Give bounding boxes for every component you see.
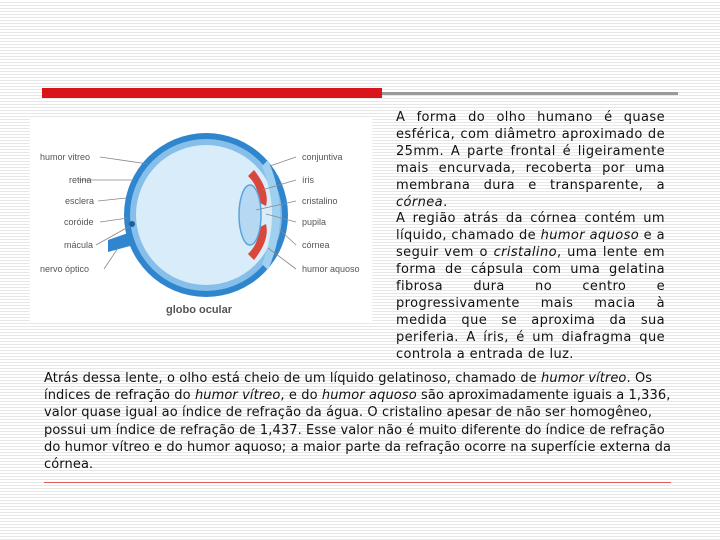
side-p2-text-c: , uma lente em forma de cápsula com uma gelatina fibrosa dura no centro e progressivamente mais macia à medida que se aproxima da sua periferia. A íris, é um diafragma que controla a entrada de luz.: [396, 245, 665, 362]
side-p2-text-b: e a seguir vem o: [396, 228, 666, 261]
bottom-text-c: , e do: [280, 388, 322, 404]
side-paragraph-1: [396, 110, 665, 211]
title-accent-bar: [42, 88, 382, 98]
figure-title: globo ocular: [166, 304, 232, 316]
bottom-em-humor-vitreo-2: humor vítreo: [194, 388, 281, 404]
side-p2-text-a: A região atrás da córnea contém um líquido, chamado de: [396, 211, 665, 244]
bottom-text-d: são aproximadamente iguais a 1,336, valor quase igual ao índice de refração da água. O cristalino apesar de não ser homogêneo, possui um índice de refração de 1,437. Esse valor não é muito diferente do índice de refração do humor vítreo e do humor aquoso; a maior parte da refração ocorre na superfície externa da córnea.: [44, 388, 672, 473]
side-p2-em-humor-aquoso: humor aquoso: [540, 228, 640, 244]
label-coroide: coróide: [64, 217, 94, 227]
left-labels: [40, 152, 94, 274]
bottom-rule: [44, 482, 671, 483]
bottom-paragraph: [44, 370, 674, 473]
bottom-text-b: . Os índices de refração do: [44, 371, 653, 404]
side-p1-text: A forma do olho humano é quase esférica, com diâmetro aproximado de 25mm. A parte frontal é ligeiramente mais encurvada, recoberta por uma membrana dura e transparente, a: [396, 110, 665, 193]
side-text-block: [396, 110, 665, 364]
side-p1-end: .: [443, 194, 448, 210]
eye-diagram-svg: [30, 118, 372, 323]
lens-shape: [239, 185, 261, 245]
label-iris: íris: [302, 175, 314, 185]
label-pupila: pupila: [302, 217, 327, 227]
eye-diagram: [30, 118, 372, 323]
right-labels: [302, 152, 360, 274]
label-retina: retina: [69, 175, 92, 185]
side-paragraph-2: [396, 211, 665, 363]
label-cristalino: cristalino: [302, 196, 338, 206]
label-esclera: esclera: [65, 196, 95, 206]
bottom-text-block: [44, 370, 674, 473]
label-nervo-optico: nervo óptico: [40, 264, 90, 274]
title-rule: [382, 92, 678, 95]
label-cornea: córnea: [302, 240, 330, 250]
side-p1-em-cornea: córnea: [396, 194, 444, 210]
bottom-em-humor-aquoso: humor aquoso: [321, 388, 417, 404]
label-macula: mácula: [64, 240, 94, 250]
label-conjuntiva: conjuntiva: [302, 152, 343, 162]
side-p2-em-cristalino: cristalino: [493, 245, 557, 261]
bottom-text-a: Atrás dessa lente, o olho está cheio de um líquido gelatinoso, chamado de: [44, 371, 542, 386]
bottom-em-humor-vitreo-1: humor vítreo: [541, 371, 627, 386]
optic-nerve-shape: [108, 233, 130, 252]
label-humor-vitreo: humor vitreo: [40, 152, 91, 162]
label-humor-aquoso: humor aquoso: [302, 264, 360, 274]
